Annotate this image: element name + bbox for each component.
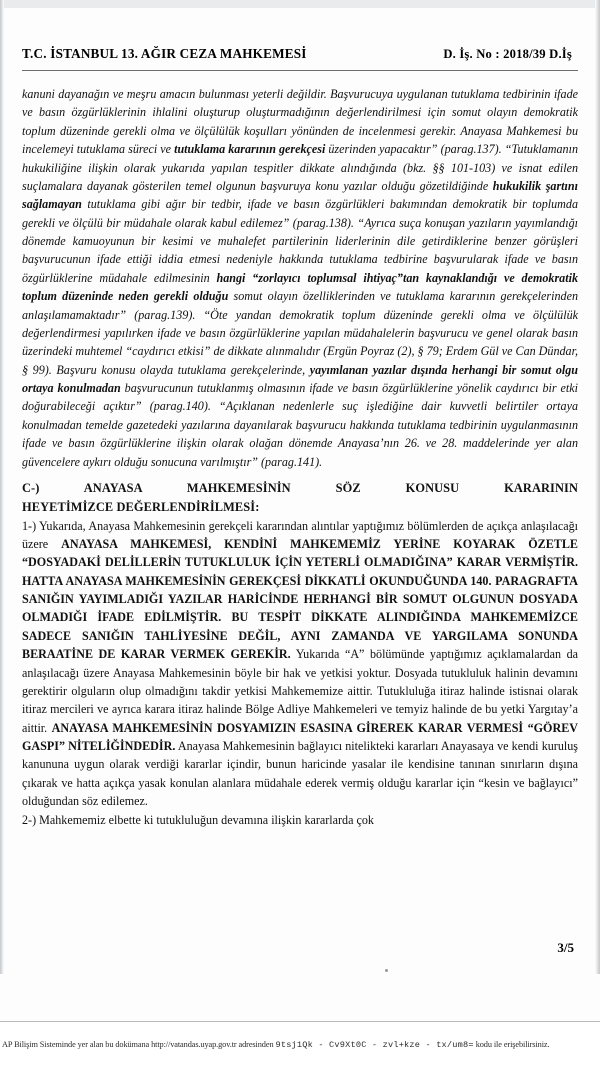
paragraph-item-1 (22, 517, 578, 811)
item2-text: 2-) Mahkememiz elbette ki tutukluluğun devamına ilişkin kararlarda çok (22, 812, 374, 827)
item1-text-2: Yukarıda “A” bölümünde yaptığımız açıklamalardan da anlaşılacağı üzere Anayasa Mahkemesinin böyle bir hak ve yetkisi yoktur. Dosyada tutukluluk halinin devamını gerektirir olguların olup olmadığını takdir yetkisi Mahkememize aittir. Tutukluluğa itiraz halinde istisnai olarak itiraz mercileri ve ayrıca karara itiraz halinde Bölge Adliye Mahkemeleri ve temyiz halinde de bu yetki Yargıtay’a aittir. (22, 647, 579, 735)
quote-text-3: tutuklama gibi ağır bir tedbir, ifade ve basın özgürlükleri bakımından demokratik bir toplumda gerekli ve ölçülü bir müdahale olarak kabul edilemez” (parag.138). “Ayrıca suça konuşan yazıların yayımlandığı dönemde kamuoyunun bir kesimi ve muhalefet partilerinin liderlerinin dile getirdiklerine benzer görüşleri başvurucunun ifade ettiği iddia etmesi nedeniyle hakkında tutuklama tedbirine başvurularak ifade ve basın özgürlüklerine müdahale edilmesinin (22, 197, 578, 285)
quote-emphasis-3: hangi “zorlayıcı toplumsal ihtiyaç”tan kaynaklandığı ve demokratik toplum düzeninde neden gerekli olduğu (22, 270, 578, 304)
quote-text-5: başvurucunun tutuklanmış olmasının ifade ve basın özgürlüklerine yönelik caydırıcı bir etki doğurabileceği açıktır” (parag.140). “Açıklanan nedenlerle suç işlediğine dair kuvvetli belirtiler ortaya konulmadan temelde gazetedeki yazılarına dayanılarak başvurucu hakkında tutuklama tedbirinin uygulanmasının ifade ve basın özgürlüklerine ilişkin olarak olağan dönemde Anayasa’nın 26. ve 28. maddelerinde yer alan güvencelere aykırı olduğu sonucuna varılmıştır” (parag.141). (22, 381, 579, 469)
item1-emphasis-2: ANAYASA MAHKEMESİNİN DOSYAMIZIN ESASINA GİREREK KARAR VERMESİ “GÖREV GASPI” NİTELİĞİNDEDİR. (22, 720, 579, 754)
page-left-edge-shadow (0, 0, 4, 974)
footer-verification-text (0, 1040, 549, 1050)
quote-text-4: somut olayın özelliklerinden ve tutuklama kararının gerekçelerinden anlaşılamamaktadır” (parag.139). “Öte yandan demokratik toplum düzeninde gerekli olma ve ölçülülük değerlendirmesi yapılırken ifade ve basın özgürlüklerine yapılan müdahalelerin başvurucu ve genel olarak basın üzerindeki muhtemel “caydırıcı etkisi” de dikkate alınmalıdır (Ergün Poyraz (2), § 79; Erdem Gül ve Can Dündar, § 99). Başvuru konusu olayda tutuklama gerekçelerinde, (22, 289, 578, 377)
section-heading (22, 479, 578, 517)
quote-emphasis-4: yayımlanan yazılar dışında herhangi bir somut olgu ortaya konulmadan (22, 362, 578, 395)
document-footer (0, 1021, 600, 1067)
quote-emphasis-2: hukukilik şartını sağlamayan (22, 178, 578, 212)
item1-text-1: 1-) Yukarıda, Anayasa Mahkemesinin gerekçeli kararından alıntılar yaptığımız bölümlerden de açıkça anlaşılacağı üzere (22, 518, 578, 551)
section-heading-line-1: C-) ANAYASA MAHKEMESİNİN SÖZ KONUSU KARARININ (22, 480, 578, 495)
document-header (22, 46, 578, 62)
quote-text-1: kanuni dayanağın ve meşru amacın bulunması yeterli değildir. Başvurucuya uygulanan tutuklama tedbirinin ifade ve basın özgürlüklerinin ihlalini oluşturup oluşturmadığının değerlendirilmesi için somut olayın demokratik toplum düzeninde gerekli olma ve ölçülülük koşulları yönünden de incelenmesi gerekir. Anayasa Mahkemesi bu incelemeyi tutuklama süreci ve (22, 87, 578, 157)
paragraph-quotes (22, 85, 578, 471)
quote-emphasis-1: tutuklama kararının gerekçesi (174, 142, 326, 157)
section-heading-line-2: HEYETİMİZCE DEĞERLENDİRİLMESİ: (22, 499, 260, 514)
item1-text-3: Anayasa Mahkemesinin bağlayıcı nitelikteki kararları Anayasaya ve kendi kuruluş kanununa uygun olarak verdiği kararlar içindir, bunun haricinde yasalar ile kendisine tanınan sınırların dışına çıkarak ve hatta açıkça yasak konulan alanlara müdahale ederek vermiş olduğu kararlar için “kesin ve bağlayıcı” olduğundan söz edilemez. (22, 739, 578, 809)
document-body (22, 85, 578, 829)
quote-text-2: üzerinden yapacaktır” (parag.137). “Tutuklamanın hukukiliğine ilişkin olarak yukarıda yapılan tespitler dikkate alındığında (bkz. §§ 101-103) ve isnat edilen suçlamalara dayanak gösterilen temel olgunun başvuruya konu yazılar olduğu gözetildiğinde (22, 142, 578, 193)
page-number: 3/5 (557, 940, 574, 955)
footer-access-code: 9tsj1Qk - Cv9Xt0C - zvl+kze - tx/um8= (275, 1039, 474, 1050)
item1-emphasis-1: ANAYASA MAHKEMESİ, KENDİNİ MAHKEMEMİZ YERİNE KOYARAK ÖZETLE “DOSYADAKİ DELİLLERİN TUTUKLULUK İÇİN YETERLİ OLMADIĞINA” KARAR VERMİŞTİR. HATTA ANAYASA MAHKEMESİNİN GEREKÇESİ DİKKATLİ OKUNDUĞUNDA 140. PARAGRAFTA SANIĞIN YAYIMLADIĞI YAZILAR HARİCİNDE HERHANGİ BİR SOMUT OLGUNUN DOSYADA OLMADIĞI İFADE EDİLMİŞTİR. BU TESPİT DİKKATE ALINDIĞINDA MAHKEMEMİZCE SADECE SANIĞIN TAHLİYESİNE DEĞİL, AYNI ZAMANDA VE YARGILAMA SONUNDA BERAATİNE DE KARAR VERMEK GEREKİR. (22, 536, 578, 662)
footer-text-before: AP Bilişim Sisteminde yer alan bu dokümana http://vatandas.uyap.gov.tr adresinden (2, 1039, 274, 1049)
document-number: D. İş. No : 2018/39 D.İş (443, 47, 572, 61)
header-divider (22, 70, 578, 71)
scan-artifact-dot (385, 969, 388, 972)
paragraph-item-2 (22, 811, 578, 829)
court-name: T.C. İSTANBUL 13. AĞIR CEZA MAHKEMESİ (22, 46, 307, 61)
page-top-edge (0, 0, 600, 8)
footer-text-after: kodu ile erişebilirsiniz. (475, 1039, 550, 1049)
page-right-edge-shadow (595, 0, 600, 974)
